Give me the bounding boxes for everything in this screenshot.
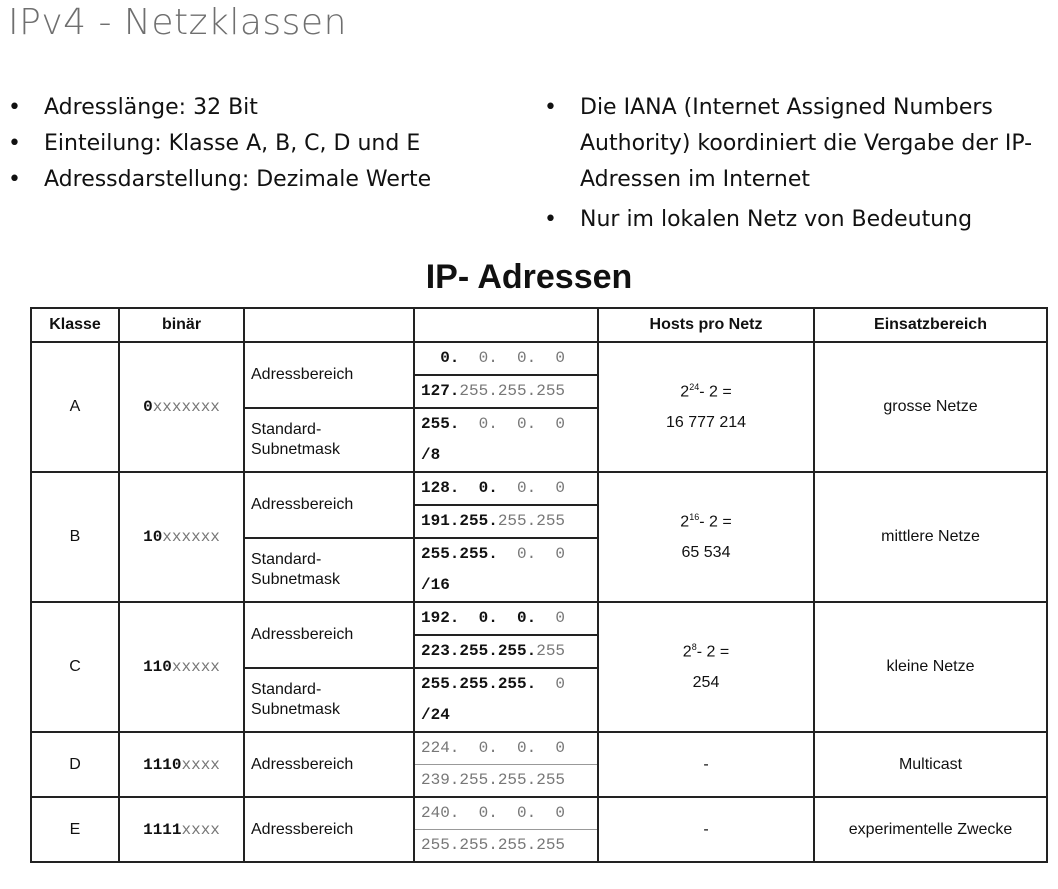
- address-segment: 0. 0: [497, 479, 566, 497]
- binary-cell: [119, 797, 244, 862]
- cidr-value: /8: [414, 440, 598, 472]
- hosts-exponent: 16: [689, 512, 700, 523]
- bullet-item: • Nur im lokalen Netz von Bedeutung: [540, 202, 1058, 238]
- hosts-cell: [598, 342, 814, 472]
- class-cell: E: [31, 797, 119, 862]
- hosts-base: 2: [682, 643, 692, 661]
- address-segment: 224. 0. 0. 0: [421, 739, 566, 757]
- hosts-base: 2: [680, 383, 690, 401]
- address-segment: 255.255.: [421, 545, 498, 563]
- header-einsatz: Einsatzbereich: [814, 308, 1047, 342]
- header-binaer: binär: [119, 308, 244, 342]
- label-subnetmask: Standard- Subnetmask: [244, 408, 414, 472]
- table-header-row: [31, 308, 1047, 342]
- label-address-range: Adressbereich: [244, 732, 414, 797]
- binary-prefix: 0: [143, 398, 153, 416]
- binary-cell: [119, 602, 244, 732]
- address-segment: 255.255.255: [459, 382, 566, 400]
- binary-prefix: 1110: [143, 755, 182, 774]
- address-segment: 255.255.255.255: [421, 836, 566, 854]
- bullet-item: • Adresslänge: 32 Bit: [4, 90, 504, 126]
- hosts-exponent: 24: [689, 382, 700, 393]
- usage-cell: mittlere Netze: [814, 472, 1047, 602]
- hosts-exponent: 8: [691, 642, 697, 653]
- address-segment: 191.255.: [421, 512, 498, 530]
- binary-prefix: 1111: [143, 820, 182, 839]
- address-segment: 223.255.255.: [421, 642, 537, 660]
- hosts-base: 2: [680, 513, 690, 531]
- header-hosts: Hosts pro Netz: [598, 308, 814, 342]
- label-address-range: Adressbereich: [244, 342, 414, 408]
- bullet-item: • Einteilung: Klasse A, B, C, D und E: [4, 126, 504, 162]
- usage-cell: kleine Netze: [814, 602, 1047, 732]
- address-segment: 239.255.255.255: [421, 771, 566, 789]
- usage-cell: experimentelle Zwecke: [814, 797, 1047, 862]
- label-subnetmask: Standard- Subnetmask: [244, 668, 414, 732]
- address-segment: 0. 0. 0: [459, 349, 566, 367]
- header-klasse: Klasse: [31, 308, 119, 342]
- bullet-item: • Die IANA (Internet Assigned Numbers Authority) koordiniert die Vergabe der IP-Adressen im Internet: [540, 90, 1058, 198]
- binary-prefix: 110: [143, 658, 172, 676]
- hosts-formula: [599, 382, 813, 401]
- address-range-end: [414, 505, 598, 538]
- hosts-value: -: [703, 820, 709, 838]
- table-row: [31, 342, 1047, 375]
- label-address-range: Adressbereich: [244, 602, 414, 668]
- hosts-cell: [598, 732, 814, 797]
- hosts-rest: - 2 =: [699, 513, 732, 531]
- address-segment: 255.255: [497, 512, 566, 530]
- hosts-formula: [599, 512, 813, 531]
- address-range-start: [414, 472, 598, 505]
- table-row: [31, 472, 1047, 505]
- binary-wildcard: xxxxx: [171, 658, 220, 676]
- class-cell: B: [31, 472, 119, 602]
- address-range-end: [414, 830, 598, 863]
- address-range-start: [414, 732, 598, 765]
- bullet-list-right: [540, 90, 1058, 238]
- label-subnetmask: Standard- Subnetmask: [244, 538, 414, 602]
- address-segment: 240. 0. 0. 0: [421, 804, 566, 822]
- table-row: [31, 602, 1047, 635]
- header-empty: [414, 308, 598, 342]
- binary-wildcard: xxxxxx: [162, 528, 220, 546]
- hosts-value: 65 534: [681, 543, 731, 561]
- table-row: [31, 732, 1047, 765]
- binary-wildcard: xxxxxxx: [152, 398, 220, 416]
- binary-cell: [119, 342, 244, 472]
- class-cell: A: [31, 342, 119, 472]
- hosts-rest: - 2 =: [696, 643, 730, 661]
- hosts-cell: [598, 472, 814, 602]
- address-segment: 255: [536, 642, 566, 660]
- binary-cell: [119, 472, 244, 602]
- table-title: IP- Adressen: [425, 258, 633, 296]
- subnetmask-value: [414, 538, 598, 570]
- address-segment: 192. 0. 0.: [421, 609, 537, 627]
- address-segment: 0.: [421, 349, 460, 367]
- binary-wildcard: xxxx: [181, 820, 220, 839]
- ip-class-table: [30, 307, 1048, 863]
- usage-cell: grosse Netze: [814, 342, 1047, 472]
- label-address-range: Adressbereich: [244, 797, 414, 862]
- bullet-item: • Adressdarstellung: Dezimale Werte: [4, 162, 504, 198]
- binary-wildcard: xxxx: [181, 755, 220, 774]
- address-range-end: [414, 635, 598, 668]
- cidr-value: /16: [414, 570, 598, 602]
- cidr-value: /24: [414, 700, 598, 732]
- hosts-cell: [598, 797, 814, 862]
- address-segment: 0: [536, 675, 566, 693]
- bullet-list-left: [4, 90, 504, 198]
- class-cell: D: [31, 732, 119, 797]
- hosts-rest: - 2 =: [699, 383, 732, 401]
- address-segment: 0. 0. 0: [459, 415, 566, 433]
- usage-cell: Multicast: [814, 732, 1047, 797]
- address-range-start: [414, 797, 598, 830]
- hosts-value: 254: [692, 673, 720, 691]
- address-range-start: [414, 602, 598, 635]
- binary-cell: [119, 732, 244, 797]
- hosts-cell: [598, 602, 814, 732]
- address-range-end: [414, 375, 598, 408]
- binary-prefix: 10: [143, 528, 163, 546]
- address-range-end: [414, 765, 598, 798]
- hosts-value: -: [703, 755, 709, 773]
- address-segment: 128. 0.: [421, 479, 498, 497]
- address-range-start: [414, 342, 598, 375]
- address-segment: 255.: [421, 415, 460, 433]
- address-segment: 0: [536, 609, 566, 627]
- hosts-value: 16 777 214: [665, 413, 747, 431]
- subnetmask-value: [414, 668, 598, 700]
- address-segment: 0. 0: [497, 545, 566, 563]
- address-segment: 127.: [421, 382, 460, 400]
- hosts-formula: [599, 642, 813, 661]
- page-title: IPv4 - Netzklassen: [8, 2, 347, 43]
- label-address-range: Adressbereich: [244, 472, 414, 538]
- subnetmask-value: [414, 408, 598, 440]
- address-segment: 255.255.255.: [421, 675, 537, 693]
- table-row: [31, 797, 1047, 830]
- class-cell: C: [31, 602, 119, 732]
- header-empty: [244, 308, 414, 342]
